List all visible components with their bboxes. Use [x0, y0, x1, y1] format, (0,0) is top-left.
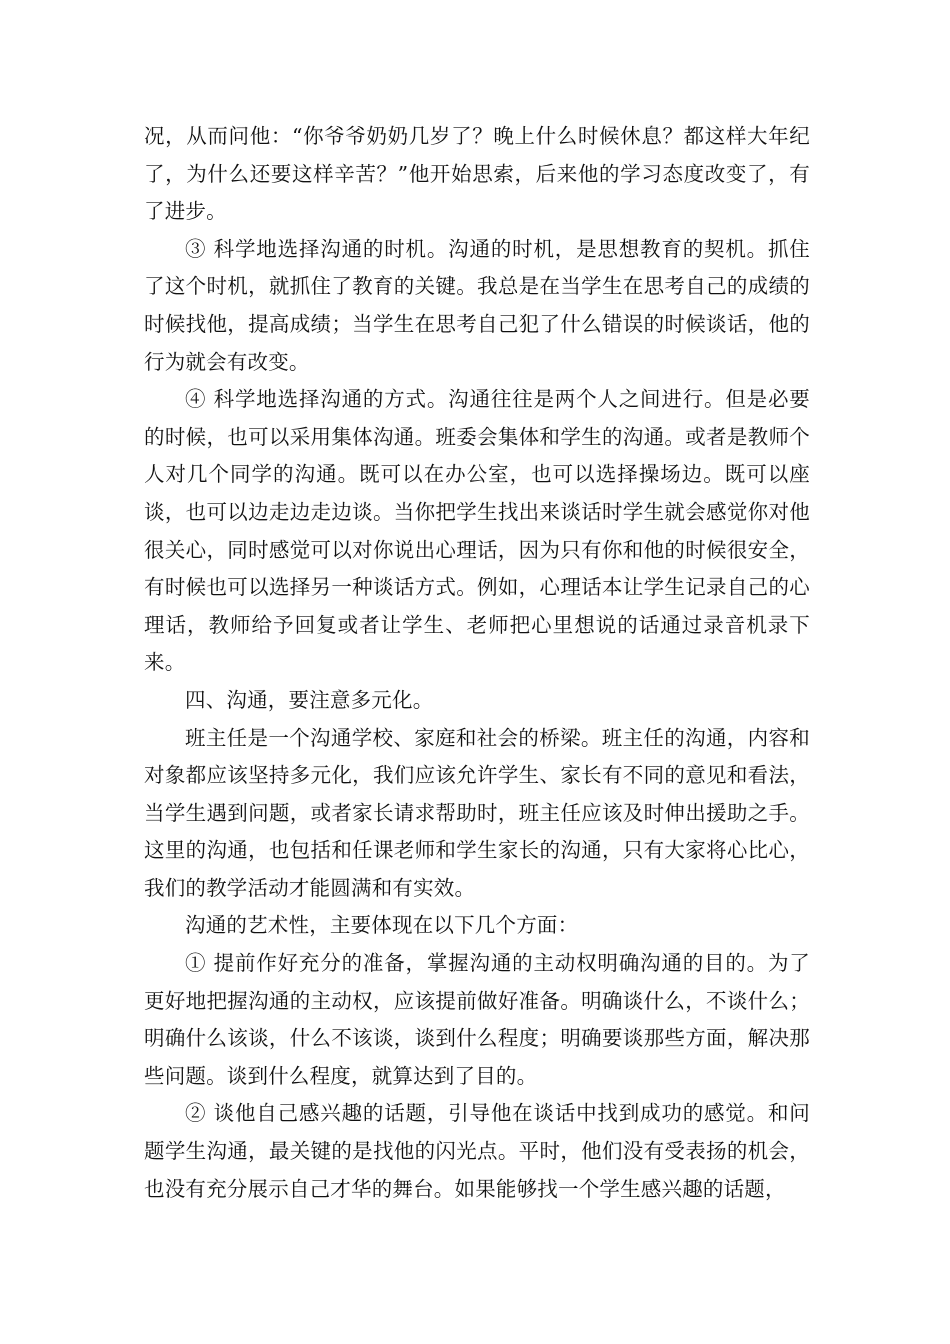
paragraph: ④ 科学地选择沟通的方式。沟通往往是两个人之间进行。但是必要的时候，也可以采用集体沟通。班委会集体和学生的沟通。或者是教师个人对几个同学的沟通。既可以在办公室，也可以选择操场边。既可以座谈，也可以边走边走边谈。当你把学生找出来谈话时学生就会感觉你对他很关心，同时感觉可以对你说出心理话，因为只有你和他的时候很安全，有时候也可以选择另一种谈话方式。例如，心理话本让学生记录自己的心理话，教师给予回复或者让学生、老师把心里想说的话通过录音机录下来。	[144, 387, 810, 675]
paragraph: 沟通的艺术性，主要体现在以下几个方面：	[185, 913, 579, 938]
document-body	[144, 118, 810, 1208]
section-heading: 四、沟通，要注意多元化。	[185, 687, 434, 712]
paragraph: 班主任是一个沟通学校、家庭和社会的桥梁。班主任的沟通，内容和对象都应该坚持多元化，我们应该允许学生、家长有不同的意见和看法，当学生遇到问题，或者家长请求帮助时，班主任应该及时伸出援助之手。这里的沟通，也包括和任课老师和学生家长的沟通，只有大家将心比心，我们的教学活动才能圆满和有实效。	[144, 725, 810, 900]
paragraph: ① 提前作好充分的准备，掌握沟通的主动权明确沟通的目的。为了更好地把握沟通的主动权，应该提前做好准备。明确谈什么，不谈什么；明确什么该谈，什么不该谈，谈到什么程度；明确要谈那些方面，解决那些问题。谈到什么程度，就算达到了目的。	[144, 951, 810, 1088]
paragraph: ③ 科学地选择沟通的时机。沟通的时机，是思想教育的契机。抓住了这个时机，就抓住了教育的关键。我总是在当学生在思考自己的成绩的时候找他，提高成绩；当学生在思考自己犯了什么错误的时候谈话，他的行为就会有改变。	[144, 236, 810, 374]
paragraph: ② 谈他自己感兴趣的话题，引导他在谈话中找到成功的感觉。和问题学生沟通，最关键的是找他的闪光点。平时，他们没有受表扬的机会，也没有充分展示自己才华的舞台。如果能够找一个学生感兴趣的话题，	[144, 1101, 810, 1201]
paragraph: 况，从而问他：“你爷爷奶奶几岁了？晚上什么时候休息？都这样大年纪了，为什么还要这样辛苦？”他开始思索，后来他的学习态度改变了，有了进步。	[144, 124, 810, 224]
